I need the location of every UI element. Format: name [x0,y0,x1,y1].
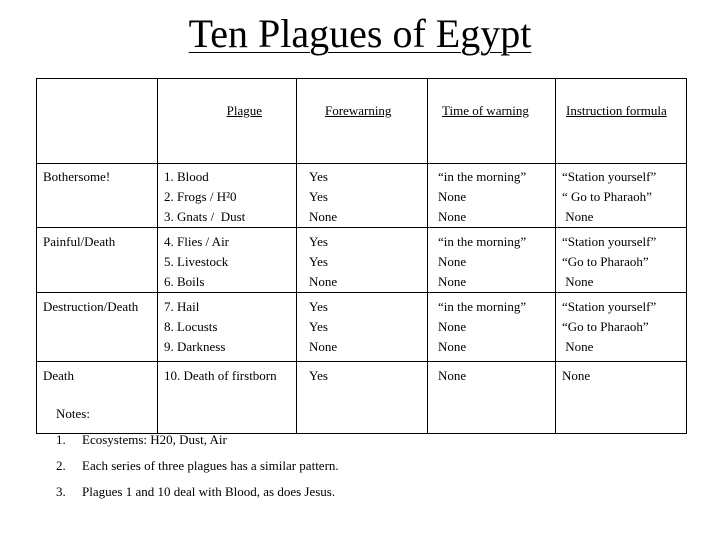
cell-line: None [562,274,594,289]
cell-line: None [562,368,591,383]
cell-line: 6. Boils [164,274,205,289]
notes-title: Notes: [56,406,90,421]
note-text: Each series of three plagues has a similar pattern. [82,458,339,473]
cell-line: 4. Flies / Air [164,234,230,249]
table-row [37,164,687,228]
plague-cell [158,228,297,293]
time-cell [428,164,556,228]
cell-line: Yes [309,234,328,249]
cell-line: “Station yourself” [562,299,657,314]
time-cell [428,293,556,362]
cell-line: 3. Gnats / Dust [164,209,246,224]
cell-line: Painful/Death [43,234,116,249]
cell-line: Death [43,368,75,383]
category-cell [37,164,158,228]
cell-line: None [438,209,467,224]
cell-line: None [438,368,467,383]
slide-title: Ten Plagues of Egypt [188,11,532,56]
header-time-of-warning: Time of warning [428,79,556,164]
note-number: 3. [56,484,66,499]
cell-line: “Go to Pharaoh” [562,254,649,269]
cell-line: 10. Death of firstborn [164,368,277,383]
forewarning-cell [297,228,428,293]
cell-line: “in the morning” [438,299,527,314]
note-number: 2. [56,458,66,473]
note-item [56,458,339,484]
note-number: 1. [56,432,66,447]
cell-line: Yes [309,254,328,269]
instruction-cell [556,362,687,434]
note-text: Ecosystems: H20, Dust, Air [82,432,227,447]
cell-line: 2. Frogs / H²0 [164,189,237,204]
header-plague: Plague [158,79,297,164]
plagues-table [36,78,687,434]
cell-line: None [309,339,338,354]
cell-line: 5. Livestock [164,254,229,269]
cell-line: None [438,274,467,289]
cell-line: 1. Blood [164,169,209,184]
forewarning-cell [297,164,428,228]
cell-line: None [562,209,594,224]
cell-line: 8. Locusts [164,319,218,334]
instruction-cell [556,293,687,362]
note-item [56,484,339,510]
cell-line: Bothersome! [43,169,111,184]
plague-cell [158,293,297,362]
plague-cell [158,164,297,228]
cell-line: “Go to Pharaoh” [562,319,649,334]
cell-line: None [309,274,338,289]
cell-line: Yes [309,189,328,204]
category-cell [37,293,158,362]
note-item [56,432,339,458]
cell-line: “Station yourself” [562,169,657,184]
instruction-cell [556,164,687,228]
cell-line: None [562,339,594,354]
cell-line: Yes [309,368,328,383]
cell-line: “Station yourself” [562,234,657,249]
cell-line: Yes [309,169,328,184]
cell-line: “in the morning” [438,169,527,184]
cell-line: 9. Darkness [164,339,226,354]
category-cell [37,228,158,293]
forewarning-cell [297,293,428,362]
cell-line: None [309,209,338,224]
time-cell [428,228,556,293]
notes-section [56,406,339,510]
cell-line: None [438,189,467,204]
table-row [37,293,687,362]
header-instruction-formula: Instruction formula [556,79,687,164]
cell-line: “ Go to Pharaoh” [562,189,652,204]
time-cell [428,362,556,434]
cell-line: None [438,319,467,334]
table-row [37,228,687,293]
cell-line: 7. Hail [164,299,200,314]
table-header-row [37,79,687,164]
cell-line: Yes [309,299,328,314]
cell-line: None [438,339,467,354]
note-text: Plagues 1 and 10 deal with Blood, as does Jesus. [82,484,336,499]
header-forewarning: Forewarning [297,79,428,164]
header-category [37,79,158,164]
cell-line: Yes [309,319,328,334]
instruction-cell [556,228,687,293]
cell-line: None [438,254,467,269]
cell-line: Destruction/Death [43,299,139,314]
cell-line: “in the morning” [438,234,527,249]
